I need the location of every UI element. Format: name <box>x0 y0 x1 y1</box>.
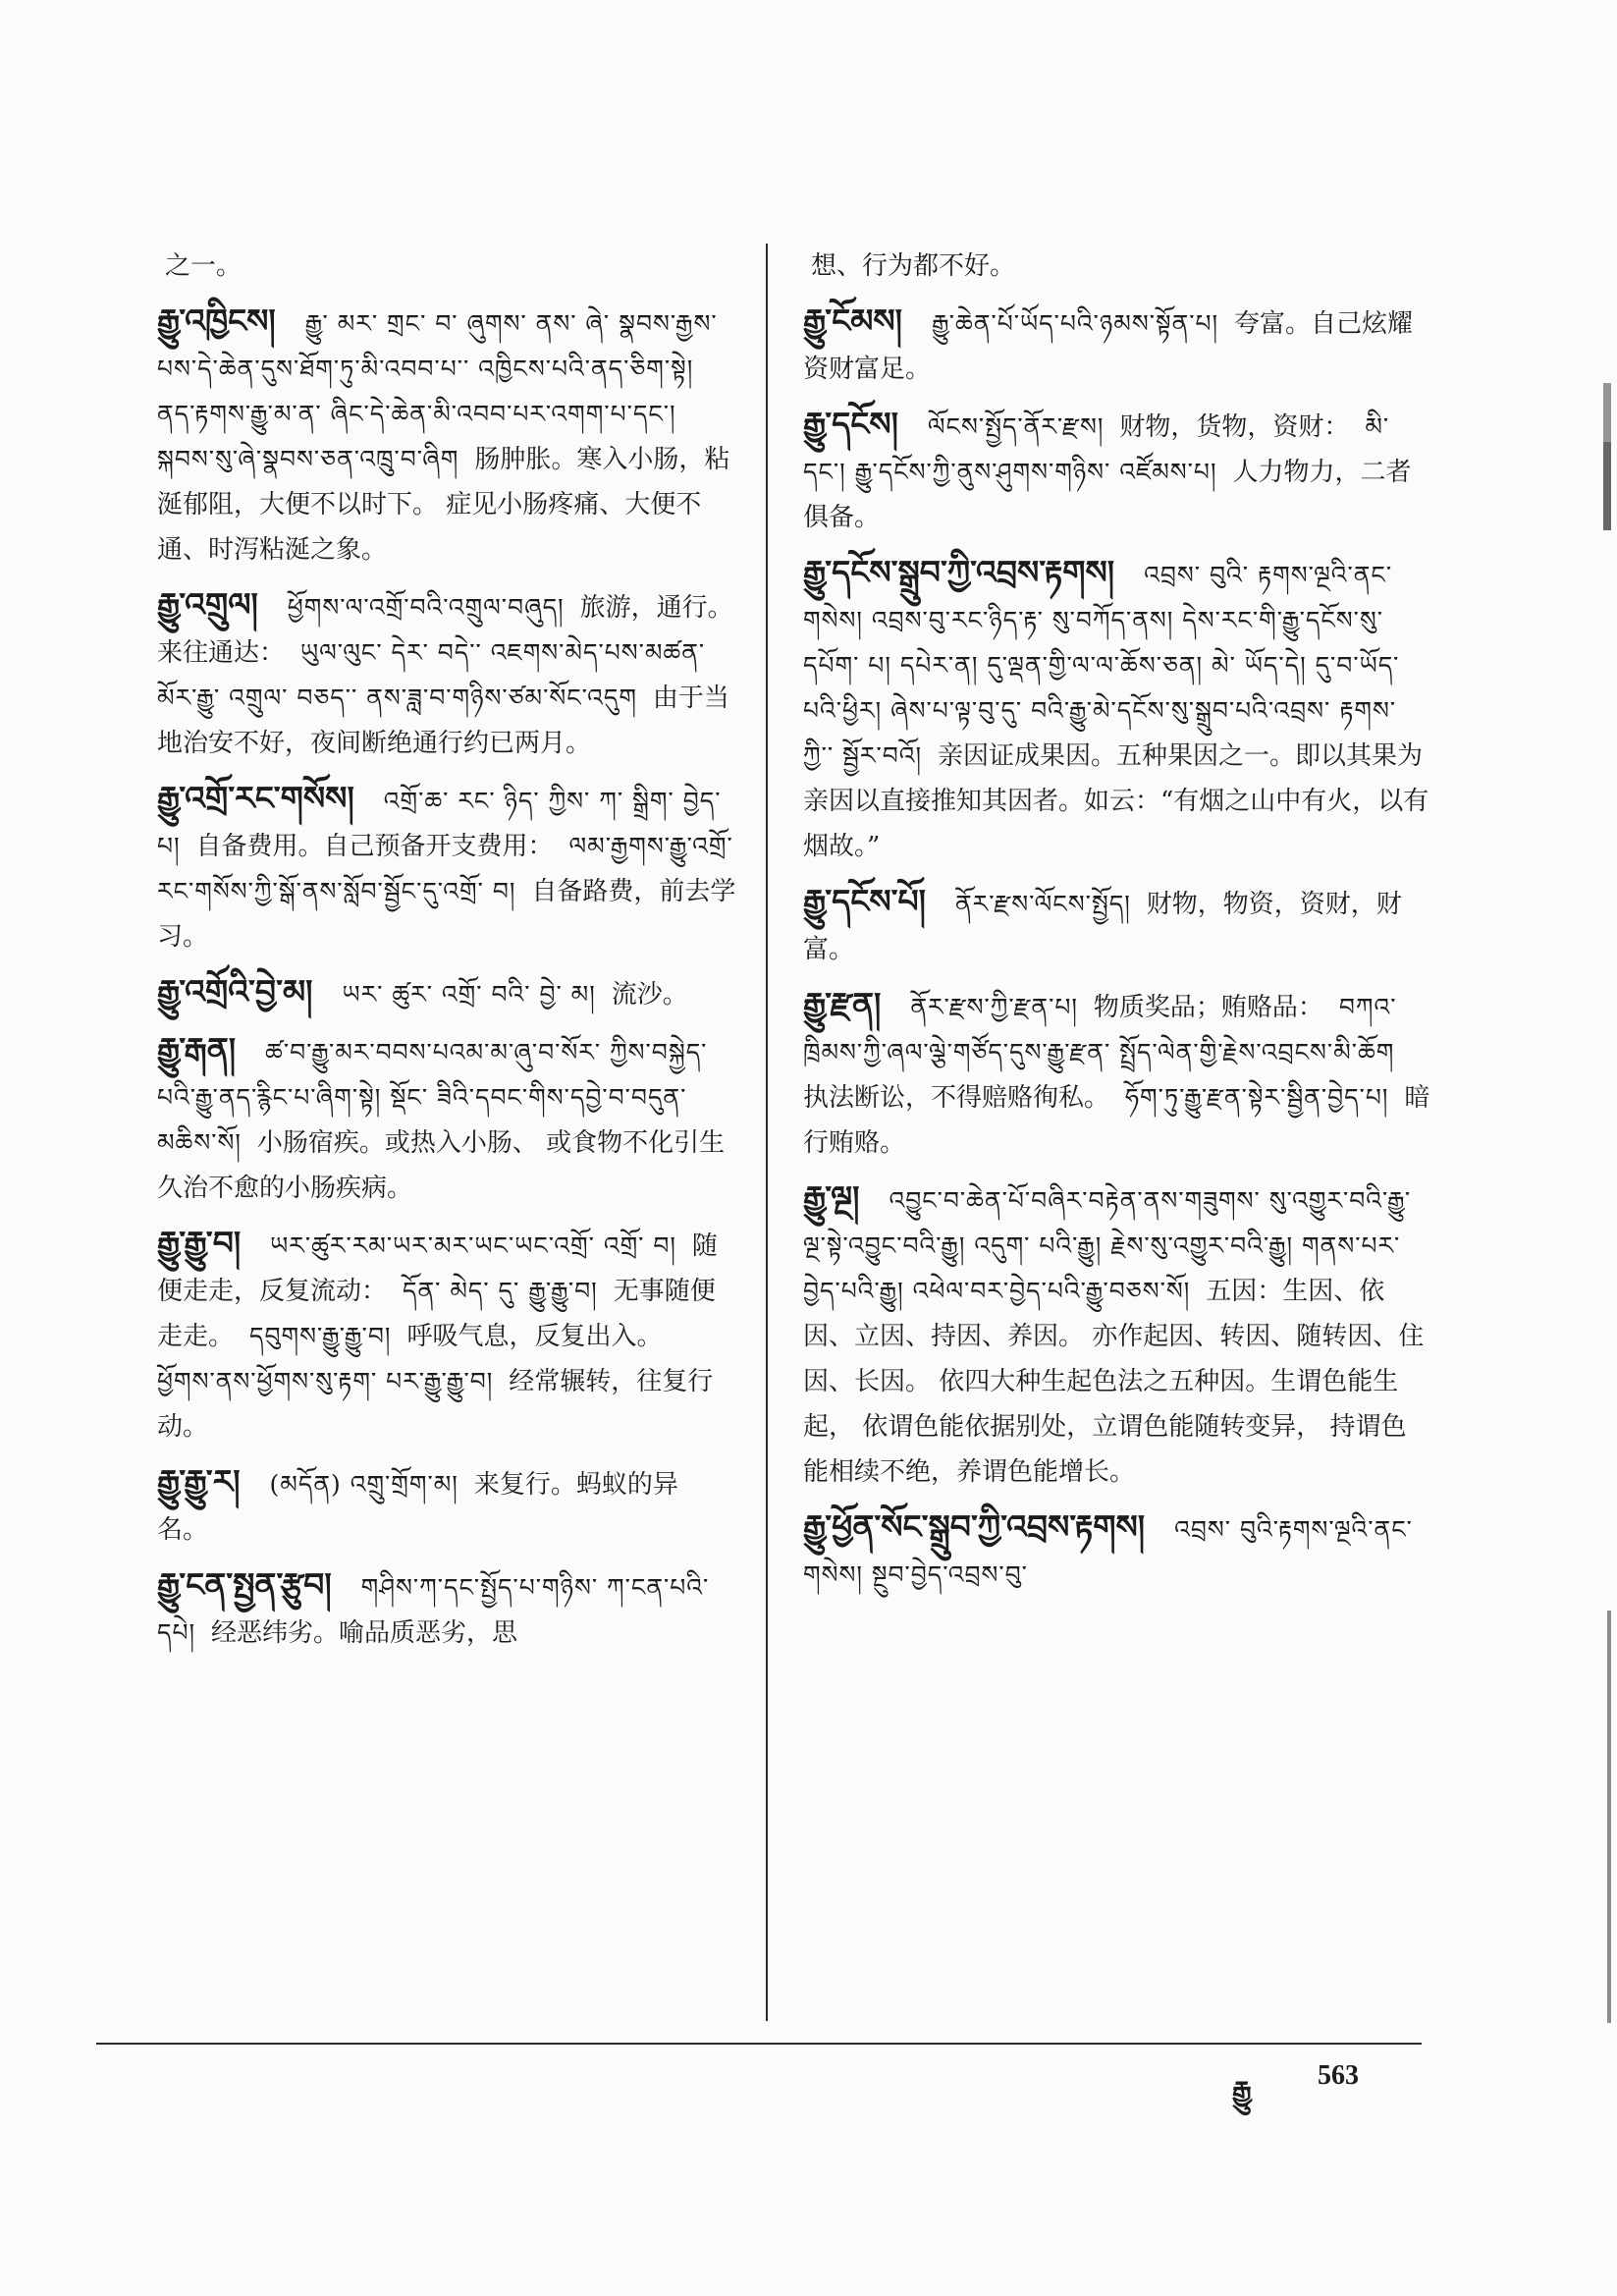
scan-edge-mark <box>1603 442 1611 530</box>
tibetan-example: ཡུལ་ལུང་ དེར་ བདེ་་ འཇགས་མེད་པས་མཚན་མོར་རྒྱུ་ འགྲུལ་ བཅད་་ ནས་ཟླ་བ་གཉིས་ཙམ་སོང་འདུག <box>157 638 706 712</box>
dictionary-entry <box>803 1504 1431 1598</box>
entry-headword: རྒྱུ་རྫན། <box>803 985 882 1023</box>
entry-headword: རྒྱུ་ངན་སྤྱན་རྩུབ། <box>157 1565 332 1604</box>
dictionary-entry <box>157 1027 736 1211</box>
entry-headword: རྒྱུ་འགྲུལ། <box>157 585 258 624</box>
entry-headword: རྒྱུ་རྒྱུ་བ། <box>157 1224 242 1262</box>
dictionary-entry <box>803 879 1431 972</box>
entry-headword: རྒྱུ་རྒྱུ་ར། <box>157 1462 241 1501</box>
right-column <box>803 244 1431 1608</box>
chinese-definition: 自备费用。自己预备开支费用： <box>195 832 554 861</box>
dictionary-entry <box>157 299 736 573</box>
chinese-example: 自备路费，前去学习。 <box>157 877 736 952</box>
chinese-definition: 财物，货物，资财： <box>1119 412 1350 442</box>
tibetan-definition: ཡར་ཚུར་རམ་ཡར་མར་ཡང་ཡང་འགྲོ་ འགྲོ་ བ། <box>270 1231 676 1260</box>
scan-edge-mark <box>1603 383 1611 442</box>
chinese-definition: 流沙。 <box>611 980 688 1010</box>
chinese-example: 人力物力，二者俱备。 <box>803 458 1412 532</box>
dictionary-entry <box>803 550 1431 869</box>
tibetan-definition: འབྲས་ བུའི་ རྟགས་ལྔའི་ནང་གསེས། འབྲས་བུ་རང་ཉིད་རྟ་ སུ་བཀོད་ནས། དེས་རང་གི་རྒྱུ་དངོས་སུ་དཔོག་ པ། དཔེར་ན། དུ་ལྡན་གྱི་ལ་ལ་ཆོས་ཅན། མེ་ ཡོད་དེ། དུ་བ་ཡོད་པའི་ཕྱིར། ཞེས་པ་ལྟ་བུ་དུ་ བའི་རྒྱུ་མེ་དངོས་སུ་སྒྲུབ་པའི་འབྲས་ རྟགས་ ཀྱི་་ སྦྱོར་བའོ། <box>803 561 1400 770</box>
entry-headword: རྒྱུ་ལྔ། <box>803 1178 860 1217</box>
chinese-definition: 随便走走，反复流动： <box>157 1231 718 1306</box>
chinese-definition: 亲因证成果因。五种果因之一。即以其果为亲因以直接推知其因者。如云：“有烟之山中有火，以有烟故。” <box>803 741 1429 861</box>
continuation-text: 想、行为都不好。 <box>811 251 1016 281</box>
tibetan-definition: ནོར་རྫས་ལོངས་སྤྱོད། <box>954 890 1131 918</box>
chinese-definition: 来复行。蚂蚁的异名。 <box>157 1470 678 1545</box>
tibetan-definition: རྒྱུ་ཆེན་པོ་ཡོད་པའི་ཉམས་སྟོན་པ། <box>931 309 1219 338</box>
chinese-definition: 夸富。自己炫耀资财富足。 <box>803 309 1414 384</box>
chinese-example: 呼吸气息，反复出入。 <box>406 1322 663 1351</box>
chinese-example: 执法断讼，不得赔赂徇私。 <box>803 1083 1110 1113</box>
tibetan-definition: གཤིས་ཀ་དང་སྤྱོད་པ་གཉིས་ ཀ་ངན་པའི་དཔེ། <box>157 1573 710 1647</box>
tibetan-definition: འགྲོ་ཆ་ རང་ ཉིད་ ཀྱིས་ ཀ་ སྒྲིག་ བྱེད་ པ། <box>157 787 722 860</box>
tibetan-definition: ལོངས་སྤྱོད་ནོར་རྫས། <box>927 412 1105 441</box>
chinese-example: 无事随便走走。 <box>157 1277 716 1351</box>
chinese-example: 经常辗转，往复行动。 <box>157 1367 714 1442</box>
entry-headword: རྒྱུ་ངོམས། <box>803 301 902 340</box>
entry-headword: རྒྱུ་ཕྱོན་སོང་སྒྲུབ་ཀྱི་འབྲས་རྟགས། <box>803 1507 1146 1546</box>
chinese-definition: 旅游，通行。来往通达： <box>157 593 733 668</box>
chinese-example: 暗行贿赂。 <box>803 1083 1430 1158</box>
tibetan-example: ཕྱོགས་ནས་ཕྱོགས་སུ་རྟག་ པར་རྒྱུ་རྒྱུ་བ། <box>157 1367 494 1395</box>
tibetan-definition: འབྱུང་བ་ཆེན་པོ་བཞིར་བརྟེན་ནས་གཟུགས་ སུ་འགྱུར་བའི་རྒྱུ་ལྔ་སྟེ་འབྱུང་བའི་རྒྱུ། འདུག་ པའི་རྒྱུ། རྗེས་སུ་འགྱུར་བའི་རྒྱུ། གནས་པར་ བྱེད་པའི་རྒྱུ། འཕེལ་བར་བྱེད་པའི་རྒྱུ་བཅས་སོ། <box>803 1186 1412 1305</box>
tibetan-definition: (མདོན) འགྲུ་གྲོག་མ། <box>269 1470 458 1499</box>
dictionary-entry <box>157 1459 736 1553</box>
column-divider <box>766 244 768 2021</box>
chinese-definition: 财物，物资，资财，财富。 <box>803 890 1402 964</box>
tibetan-definition: ཡར་ ཚུར་ འགྲོ་ བའི་ བྱེ་ མ། <box>342 980 596 1009</box>
tibetan-example: ལམ་རྒྱགས་རྒྱུ་འགྲོ་རང་གསོས་ཀྱི་སྒོ་ནས་སློབ་སྦྱོང་དུ་འགྲོ་ བ། <box>157 832 733 905</box>
tibetan-example: དོན་ མེད་ དུ་ རྒྱུ་རྒྱུ་བ། <box>402 1277 598 1305</box>
tibetan-definition: ནོར་རྫས་ཀྱི་རྫན་པ། <box>910 993 1078 1021</box>
entry-headword: རྒྱུ་དངོས། <box>803 405 898 443</box>
scan-edge-mark <box>1607 1611 1611 2023</box>
chinese-definition: 物质奖品；贿赂品： <box>1093 993 1323 1022</box>
entry-headword: རྒྱུ་དངོས་པོ། <box>803 882 927 920</box>
tibetan-example: མི་དང་། རྒྱུ་དངོས་ཀྱི་ནུས་ཤུགས་གཉིས་ འཛོམས་པ། <box>803 412 1390 486</box>
dictionary-entry <box>157 1221 736 1449</box>
dictionary-entry <box>157 969 736 1017</box>
dictionary-entry <box>803 299 1431 392</box>
entry-headword: རྒྱུ་རྒན། <box>157 1030 237 1068</box>
left-column <box>157 244 736 1666</box>
tibetan-example: དབུགས་རྒྱུ་རྒྱུ་བ། <box>248 1322 392 1350</box>
tibetan-example: བཀའ་ཁྲིམས་ཀྱི་ཞལ་ལྕེ་གཙོད་དུས་རྒྱུ་རྫན་ སྤྲོད་ལེན་གྱི་རྗེས་འབྲངས་མི་ཆོག <box>803 993 1397 1066</box>
entry-headword: རྒྱུ་འཁྱིངས། <box>157 301 276 340</box>
dictionary-entry <box>157 1562 736 1656</box>
dictionary-entry <box>803 402 1431 540</box>
chinese-definition: 肠肿胀。寒入小肠，粘涎郁阻，大便不以时下。 症见小肠疼痛、大便不通、时泻粘涎之象。 <box>157 445 730 565</box>
dictionary-entry <box>803 982 1431 1166</box>
entry-headword: རྒྱུ་དངོས་སྒྲུབ་ཀྱི་འབྲས་རྟགས། <box>803 553 1115 591</box>
page-number: 563 <box>1318 2060 1359 2091</box>
tibetan-example: ཧོག་ཏུ་རྒྱུ་རྫན་སྟེར་སྦྱིན་བྱེད་པ། <box>1124 1083 1389 1112</box>
running-head: རྒྱུ <box>1232 2075 1252 2107</box>
chinese-definition: 经恶纬劣。喻品质恶劣，思 <box>211 1618 518 1648</box>
tibetan-definition: ཕྱོགས་ལ་འགྲོ་བའི་འགྲུལ་བཞུད། <box>287 593 565 622</box>
chinese-example: 由于当地治安不好，夜间断绝通行约已两月。 <box>157 683 729 758</box>
continuation-text: 之一。 <box>165 251 243 281</box>
entry-headword: རྒྱུ་འགྲོའི་བྱེ་མ། <box>157 972 313 1011</box>
tibetan-definition: རྒྱུ་ མར་ གྲང་ བ་ ཞུགས་ ནས་ ཞེ་ སྣབས་རྒྱས་པས་དེ་ཆེན་དུས་ཐོག་ཏུ་མི་འབབ་པ་་ འཁྱིངས་པའི་ནད་ཅིག་སྟེ། ནད་རྟགས་རྒྱུ་མ་ན་ ཞིང་དེ་ཆེན་མི་འབབ་པར་འགག་པ་དང་། སྐབས་སུ་ཞེ་སྣབས་ཅན་འཁྲུ་བ་ཞིག <box>157 309 718 473</box>
dictionary-entry <box>157 776 736 959</box>
chinese-definition: 小肠宿疾。或热入小肠、 或食物不化引生久治不愈的小肠疾病。 <box>157 1128 726 1203</box>
dictionary-entry <box>803 1175 1431 1495</box>
footer-rule <box>96 2043 1422 2045</box>
tibetan-definition: འབྲས་ བུའི་རྟགས་ལྔའི་ནང་གསེས། སྔུབ་བྱེད་འབྲས་བུ་ <box>803 1515 1413 1589</box>
tibetan-definition: ཚ་བ་རྒྱུ་མར་བབས་པའམ་མ་ཞུ་བ་སོར་ ཀྱིས་བསྐྱེད་པའི་རྒྱུ་ནད་རྙིང་པ་ཞིག་སྟེ། སྡོང་ ཟིའི་དབང་གིས་དབྱེ་བ་བདུན་མཆིས་སོ། <box>157 1038 708 1157</box>
entry-headword: རྒྱུ་འགྲོ་རང་གསོས། <box>157 779 354 817</box>
dictionary-entry <box>157 582 736 766</box>
chinese-definition: 五因：生因、依因、立因、持因、养因。 亦作起因、转因、随转因、住因、长因。 依四大种生起色法之五种因。生谓色能生起， 依谓色能依据别处，立谓色能随转变异， 持谓色能相续不绝，养谓色能增长。 <box>803 1277 1425 1487</box>
